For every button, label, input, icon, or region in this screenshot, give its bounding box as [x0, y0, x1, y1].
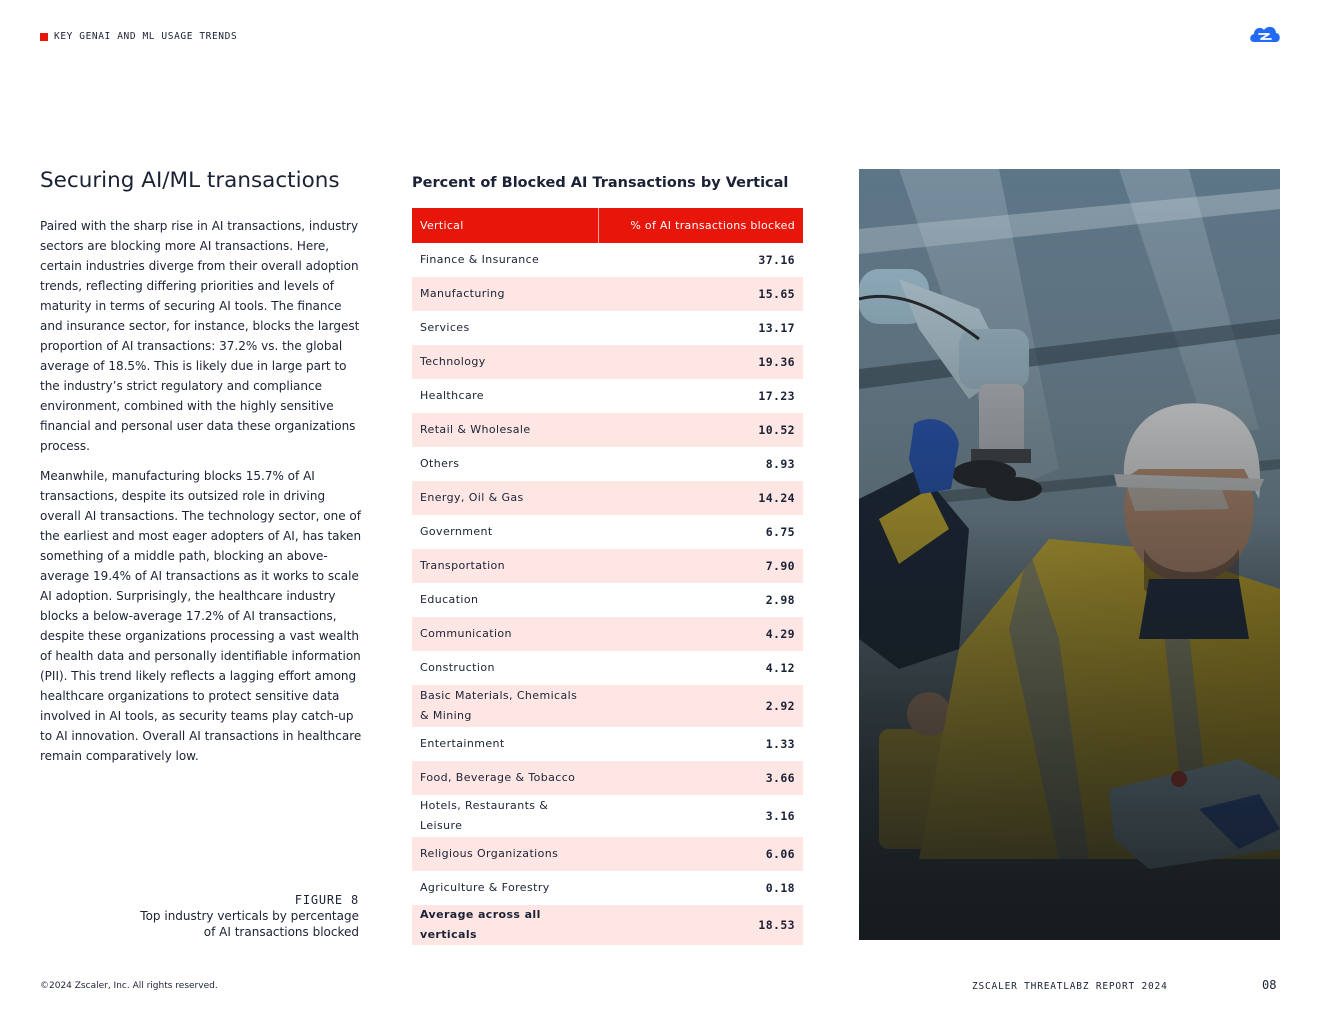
- blocked-percent: 4.12: [765, 661, 795, 675]
- table-header-row: [412, 208, 803, 243]
- blocked-percent: 10.52: [598, 413, 803, 447]
- body-paragraph: Paired with the sharp rise in AI transactions, industry sectors are blocking more AI transactions. Here, certain industries diverge from their overall adoption trends, reflecting differing priorities and levels of maturity in terms of securing AI tools. The finance and insurance sector, for instance, blocks the largest proportion of AI transactions: 37.2% vs. the global average of 18.5%. This is likely due in large part to the industry’s strict regulatory and compliance environment, combined with the highly sensitive financial and personal user data these organizations process.: [40, 219, 360, 453]
- table-row: [412, 837, 803, 871]
- blocked-percent: 8.93: [765, 457, 795, 471]
- vertical-name: Communication: [412, 617, 598, 651]
- blocked-percent: 6.06: [598, 837, 803, 871]
- blocked-percent: 2.98: [765, 593, 795, 607]
- table-row: [412, 685, 803, 727]
- vertical-name: Government: [420, 525, 493, 538]
- table-row: [412, 871, 803, 905]
- blocked-percent: 13.17: [758, 321, 795, 335]
- blocked-percent: 18.53: [598, 905, 803, 945]
- blocked-percent: 14.24: [598, 481, 803, 515]
- blocked-percent: 6.75: [765, 525, 795, 539]
- table-row: [412, 447, 803, 481]
- vertical-name: Construction: [420, 661, 495, 674]
- footer-copyright: ©2024 Zscaler, Inc. All rights reserved.: [40, 981, 218, 991]
- blocked-percent: 7.90: [598, 549, 803, 583]
- table-row: [412, 727, 803, 761]
- average-row: [412, 905, 803, 945]
- table-row: [412, 345, 803, 379]
- table-row: [412, 481, 803, 515]
- table-row: [412, 311, 803, 345]
- article-body: [40, 216, 362, 776]
- table-row: [412, 761, 803, 795]
- table-row: [412, 583, 803, 617]
- vertical-name: Energy, Oil & Gas: [412, 481, 598, 515]
- vertical-name: Finance & Insurance: [420, 253, 540, 266]
- vertical-name: Services: [420, 321, 470, 334]
- table-row: [412, 413, 803, 447]
- vertical-name: Agriculture & Forestry: [420, 881, 550, 894]
- vertical-name: Transportation: [412, 549, 598, 583]
- table-row: [412, 379, 803, 413]
- figure-caption-line: Top industry verticals by percentage: [140, 909, 359, 923]
- vertical-name: Average across all verticals: [412, 905, 598, 945]
- tag-marker: [40, 33, 48, 41]
- section-tag-label: KEY GENAI AND ML USAGE TRENDS: [54, 31, 238, 42]
- table-row: [412, 277, 803, 311]
- blocked-percent: 37.16: [758, 253, 795, 267]
- table-row: [412, 515, 803, 549]
- vertical-name: Hotels, Restaurants & Leisure: [420, 799, 549, 832]
- blocked-percent: 4.29: [598, 617, 803, 651]
- blocked-percent: 3.66: [598, 761, 803, 795]
- page-number: 08: [1262, 978, 1277, 992]
- section-tag: [40, 31, 237, 42]
- blocked-percent: 1.33: [765, 737, 795, 751]
- figure-caption-line: of AI transactions blocked: [203, 925, 359, 939]
- vertical-name: Retail & Wholesale: [412, 413, 598, 447]
- vertical-name: Healthcare: [420, 389, 484, 402]
- table-row: [412, 651, 803, 685]
- vertical-name: Food, Beverage & Tobacco: [412, 761, 598, 795]
- zscaler-cloud-logo-icon: [1248, 22, 1282, 46]
- column-header-vertical: Vertical: [412, 208, 598, 243]
- blocked-percent: 3.16: [765, 809, 795, 823]
- figure-label: FIGURE 8: [294, 893, 359, 907]
- vertical-name: Basic Materials, Chemicals & Mining: [412, 685, 598, 727]
- blocked-percent: 0.18: [765, 881, 795, 895]
- blocked-percent: 17.23: [758, 389, 795, 403]
- table-title: Percent of Blocked AI Transactions by Vertical: [412, 175, 789, 191]
- body-paragraph: Meanwhile, manufacturing blocks 15.7% of AI transactions, despite its outsized role in driving overall AI transactions. The technology sector, one of the earliest and most eager adopters of AI, has taken something of a middle path, blocking an above-average 19.4% of AI transactions as it works to scale AI adoption. Surprisingly, the healthcare industry blocks a below-average 17.2% of AI transactions, despite these organizations processing a vast wealth of health data and personally identifiable information (PII). This trend likely reflects a lagging effort among healthcare organizations to protect sensitive data involved in AI tools, as security teams play catch-up to AI innovation. Overall AI transactions in healthcare remain comparatively low.: [40, 469, 362, 763]
- table-row: [412, 617, 803, 651]
- vertical-name: Technology: [412, 345, 598, 379]
- table-row: [412, 549, 803, 583]
- table-row: [412, 243, 803, 277]
- footer-report-name: ZSCALER THREATLABZ REPORT 2024: [972, 981, 1168, 992]
- blocked-percent: 2.92: [598, 685, 803, 727]
- vertical-name: Others: [420, 457, 460, 470]
- figure-caption: [100, 892, 359, 940]
- blocked-transactions-table: [412, 208, 803, 945]
- blocked-percent: 15.65: [598, 277, 803, 311]
- blocked-percent: 19.36: [598, 345, 803, 379]
- section-title: Securing AI/ML transactions: [40, 168, 340, 193]
- robot-arm-worker-photo: [859, 169, 1280, 940]
- vertical-name: Entertainment: [420, 737, 505, 750]
- vertical-name: Education: [420, 593, 479, 606]
- table-row: [412, 795, 803, 837]
- vertical-name: Religious Organizations: [412, 837, 598, 871]
- vertical-name: Manufacturing: [412, 277, 598, 311]
- column-header-percent: % of AI transactions blocked: [598, 208, 803, 243]
